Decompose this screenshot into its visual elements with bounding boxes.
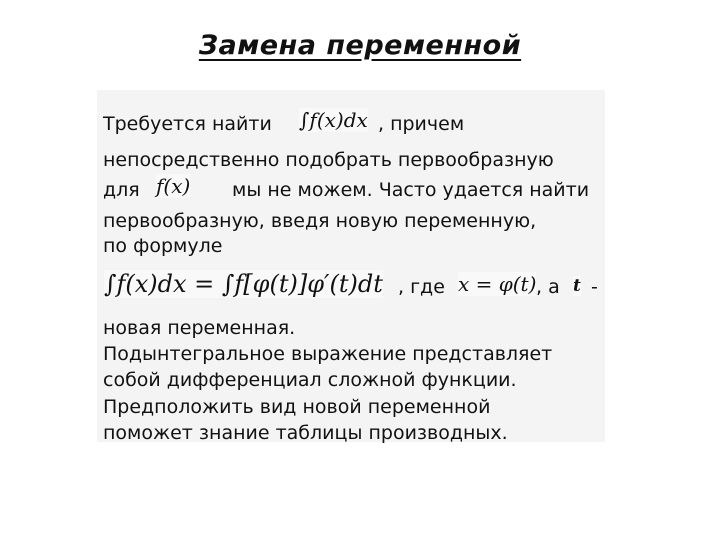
function-formula: f(x) xyxy=(156,174,191,198)
t-variable: t xyxy=(573,276,581,296)
text-line-2: непосредственно подобрать первообразную xyxy=(103,149,554,171)
text-line-11: поможет знание таблицы производных. xyxy=(103,422,508,444)
text-line-3a: для xyxy=(103,179,140,201)
text-line-5: по формуле xyxy=(103,235,223,257)
text-line-6a: , где xyxy=(398,276,445,298)
text-line-6b: , а xyxy=(536,276,560,298)
text-line-1b: , причем xyxy=(378,113,465,135)
text-line-7: новая переменная. xyxy=(103,317,296,339)
text-line-4: первообразную, введя новую переменную, xyxy=(103,210,537,232)
text-line-6c: - xyxy=(591,276,598,298)
integral-formula: ∫f(x)dx xyxy=(299,108,368,132)
text-line-10: Предположить вид новой переменной xyxy=(103,396,491,418)
x-definition-formula: x = φ(t) xyxy=(458,272,537,296)
substitution-formula: ∫f(x)dx = ∫f[φ(t)]φ′(t)dt xyxy=(104,270,383,298)
text-line-8: Подынтегральное выражение представляет xyxy=(103,343,553,365)
text-line-9: собой дифференциал сложной функции. xyxy=(103,369,517,391)
text-line-1a: Требуется найти xyxy=(103,113,272,135)
page-title: Замена переменной xyxy=(198,30,522,61)
text-line-3b: мы не можем. Часто удается найти xyxy=(232,179,590,201)
